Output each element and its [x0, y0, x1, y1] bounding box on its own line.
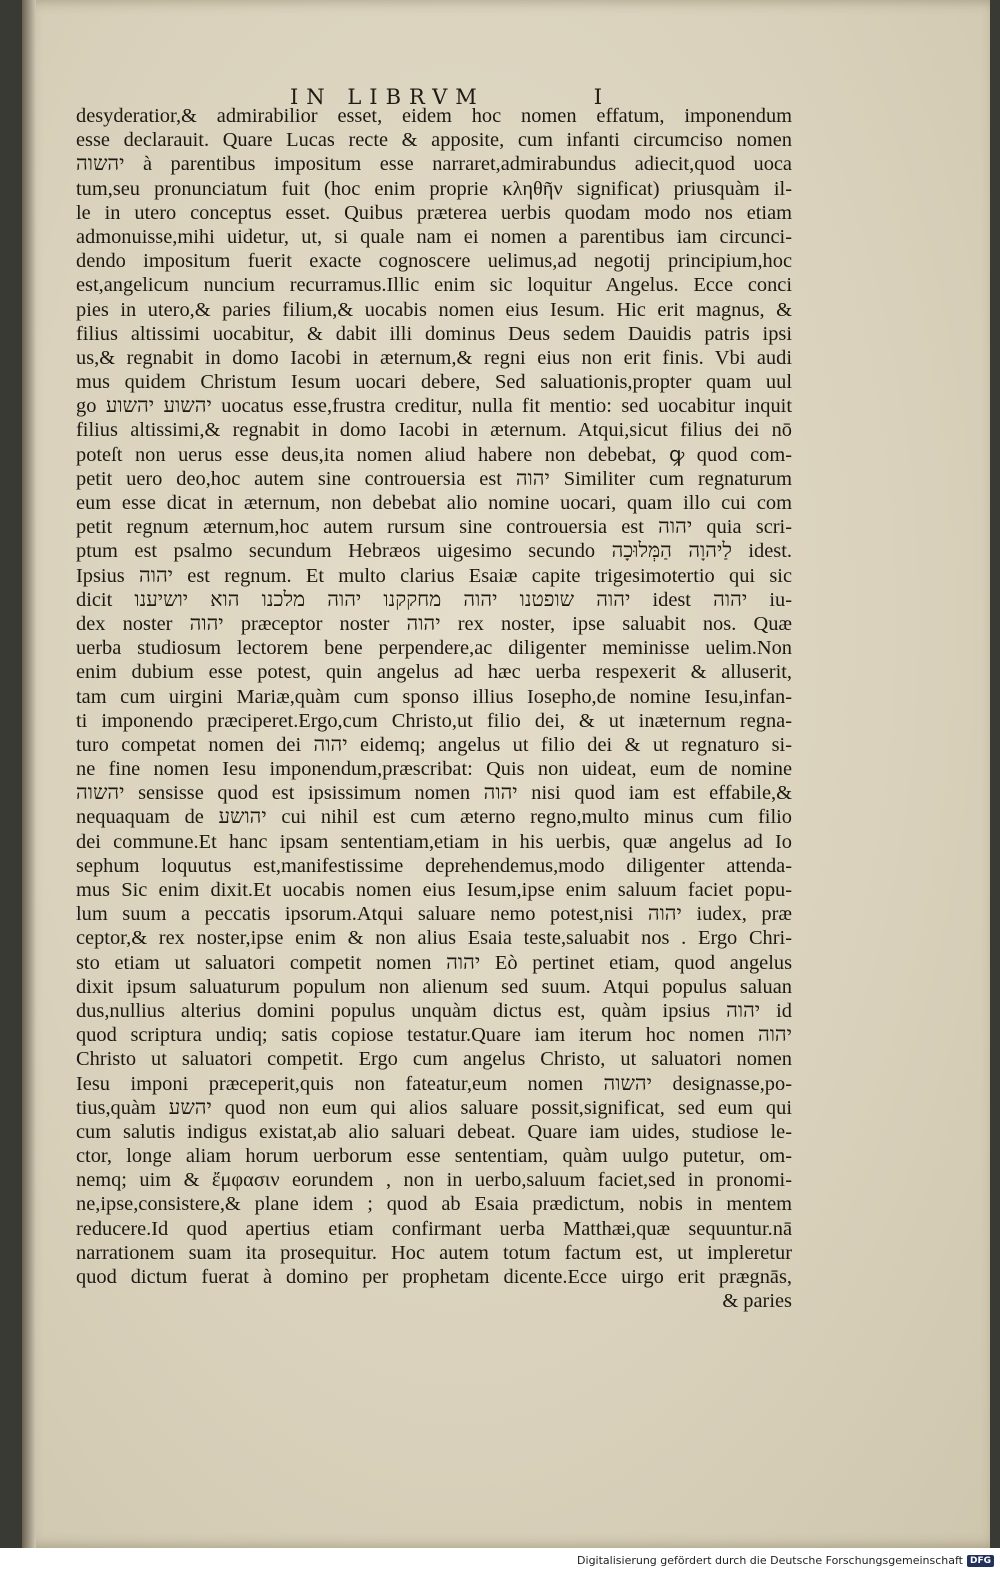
body-text — [76, 104, 792, 1340]
text-line: ti imponendo præciperet.Ergo,cum Christo,ut filio dei, & ut inæternum regna- — [76, 709, 792, 732]
text-line: Christo ut saluatori competit. Ergo cum angelus Christo, ut saluatori nomen — [76, 1048, 792, 1071]
digitization-footer — [0, 1548, 1000, 1573]
running-header-title: IN LIBRVM — [290, 85, 485, 109]
text-line: dus,nullius alterius domini populus unquàm dictus est, quàm ipsius יהוה id — [76, 999, 792, 1022]
funding-notice: Digitalisierung gefördert durch die Deutsche Forschungsgemeinschaft — [577, 1554, 963, 1567]
text-line: dicit יהוה שופטנו יהוה מחקקנו יהוה מלכנו הוא יושיענו idest יהוה iu- — [76, 588, 792, 611]
text-line: tum,seu pronunciatum fuit (hoc enim proprie κληθῆν significat) priusquàm il- — [76, 177, 792, 200]
text-line: sephum loquutus est,manifestissime deprehendemus,modo diligenter attenda- — [76, 854, 792, 877]
text-line: enim dubium esse potest, quin angelus ad hæc uerba respexerit & alluserit, — [76, 661, 792, 684]
text-line: Iesu imponi præceperit,quis non fateatur,eum nomen יהשוה designasse,po- — [76, 1072, 792, 1095]
text-line: dei commune.Et hanc ipsam sententiam,etiam in his uerbis, quæ angelus ad Io — [76, 830, 792, 853]
text-line: turo competat nomen dei יהוה eidemq; angelus ut filio dei & ut regnaturo si- — [76, 733, 792, 756]
text-line: tius,quàm יהשע quod non eum qui alios saluare possit,significat, sed eum qui — [76, 1096, 792, 1119]
text-line: poteſt non uerus esse deus,ita nomen aliud habere non debebat, ꝙ quod com- — [76, 443, 792, 466]
text-line: dendo impositum fuerit exacte cognoscere uelimus,ad negotij principium,hoc — [76, 250, 792, 273]
text-line: go יהשוע יהשוע uocatus esse,frustra creditur, nulla fit mentio: sed uocabitur inquit — [76, 395, 792, 418]
text-line: ceptor,& rex noster,ipse enim & non alius Esaia teste,saluabit nos . Ergo Chri- — [76, 927, 792, 950]
text-line: lum suum a peccatis ipsorum.Atqui saluare nemo potest,nisi יהוה iudex, præ — [76, 903, 792, 926]
text-line: mus Sic enim dixit.Et uocabis nomen eius Iesum,ipse enim saluum faciet popu- — [76, 879, 792, 901]
page-gutter-shadow — [22, 0, 36, 1548]
text-line: ctor, longe aliam horum uerborum esse sententiam, quàm uulgo putetur, om- — [76, 1145, 792, 1168]
text-line: petit regnum æternum,hoc autem rursum sine controuersia est יהוה quia scri- — [76, 516, 792, 539]
text-line: ptum est psalmo secundum Hebræos uigesimo secundo לַיהוָה הַמְּלוּכָה idest. — [76, 540, 792, 563]
text-line: Ipsius יהוה est regnum. Et multo clarius Esaiæ capite trigesimotertio qui sic — [76, 564, 792, 587]
text-line: us,& regnabit in domo Iacobi in æternum,& regni eius non erit finis. Vbi audi — [76, 346, 792, 369]
text-line: esse declarauit. Quare Lucas recte & apposite, cum infanti circumciso nomen — [76, 129, 792, 152]
text-line: nequaquam de יהושע cui nihil est cum æterno regno,multo minus cum filio — [76, 806, 792, 829]
text-line: pies in utero,& paries filium,& uocabis nomen eius Iesum. Hic erit magnus, & — [76, 298, 792, 321]
page-number: I — [593, 85, 610, 109]
text-line: nemq; uim & ἔμφασιν eorundem , non in uerbo,saluum faciet,sed in pronomi- — [76, 1169, 792, 1192]
text-line: tam cum uirgini Mariæ,quàm cum sponso illius Iosepho,de nomine Iesu,infan- — [76, 685, 792, 708]
text-line: dixit ipsum saluaturum populum non alienum sed suum. Atqui populus saluan — [76, 975, 792, 998]
text-line: יהשוה à parentibus impositum esse narraret,admirabundus adiecit,quod uoca — [76, 153, 792, 176]
text-line: petit uero deo,hoc autem sine controuersia est יהוה Similiter cum regnaturum — [76, 467, 792, 490]
text-line: sto etiam ut saluatori competit nomen יהוה Eò pertinet etiam, quod angelus — [76, 951, 792, 974]
text-line: cum salutis indigus existat,ab alio saluari debeat. Quare iam uides, studiose le- — [76, 1120, 792, 1143]
text-line: admonuisse,mihi uidetur, ut, si quale nam ei nomen a parentibus iam circunci- — [76, 225, 792, 248]
text-line: ne fine nomen Iesu imponendum,præscribat: Quis non uideat, eum de nomine — [76, 758, 792, 781]
text-line: desyderatior,& admirabilior esset, eidem hoc nomen effatum, imponendum — [76, 105, 792, 127]
text-line: reducere.Id quod apertius etiam confirmant uerba Matthæi,quæ sequuntur.nā — [76, 1217, 792, 1240]
dfg-logo: DFG — [967, 1555, 994, 1567]
text-line: ne,ipse,consistere,& plane idem ; quod ab Esaia prædictum, nobis in mentem — [76, 1193, 792, 1216]
text-line: & paries — [722, 1290, 792, 1313]
text-line: filius altissimi,& regnabit in domo Iacobi in æternum. Atqui,sicut filius dei nō — [76, 419, 792, 442]
text-line: eum esse dicat in æternum, non debebat alio nomine uocari, quam illo cui com — [76, 492, 792, 514]
text-line: le in utero conceptus esset. Quibus præterea uerbis quodam modo nos etiam — [76, 201, 792, 224]
text-line: uerba studiosum lectorem bene perpendere,ac diligenter meminisse uelim.Non — [76, 637, 792, 660]
text-line: יהשוה sensisse quod est ipsissimum nomen יהוה nisi quod iam est effabile,& — [76, 782, 792, 805]
text-line: mus quidem Christum Iesum uocari debere, Sed saluationis,propter quam uul — [76, 371, 792, 394]
text-line: filius altissimi uocabitur, & dabit illi dominus Deus sedem Dauidis patris ipsi — [76, 322, 792, 345]
text-line: narrationem suam ita prosequitur. Hoc autem totum factum est, ut impleretur — [76, 1241, 792, 1264]
text-line: quod dictum fuerat à domino per prophetam dicente.Ecce uirgo erit prægnās, — [76, 1266, 792, 1288]
text-line: quod scriptura undiq; satis copiose testatur.Quare iam iterum hoc nomen יהוה — [76, 1024, 792, 1047]
text-line: dex noster יהוה præceptor noster יהוה rex noster, ipse saluabit nos. Quæ — [76, 612, 792, 635]
text-line: est,angelicum nuncium recurramus.Illic enim sic loquitur Angelus. Ecce conci — [76, 274, 792, 297]
